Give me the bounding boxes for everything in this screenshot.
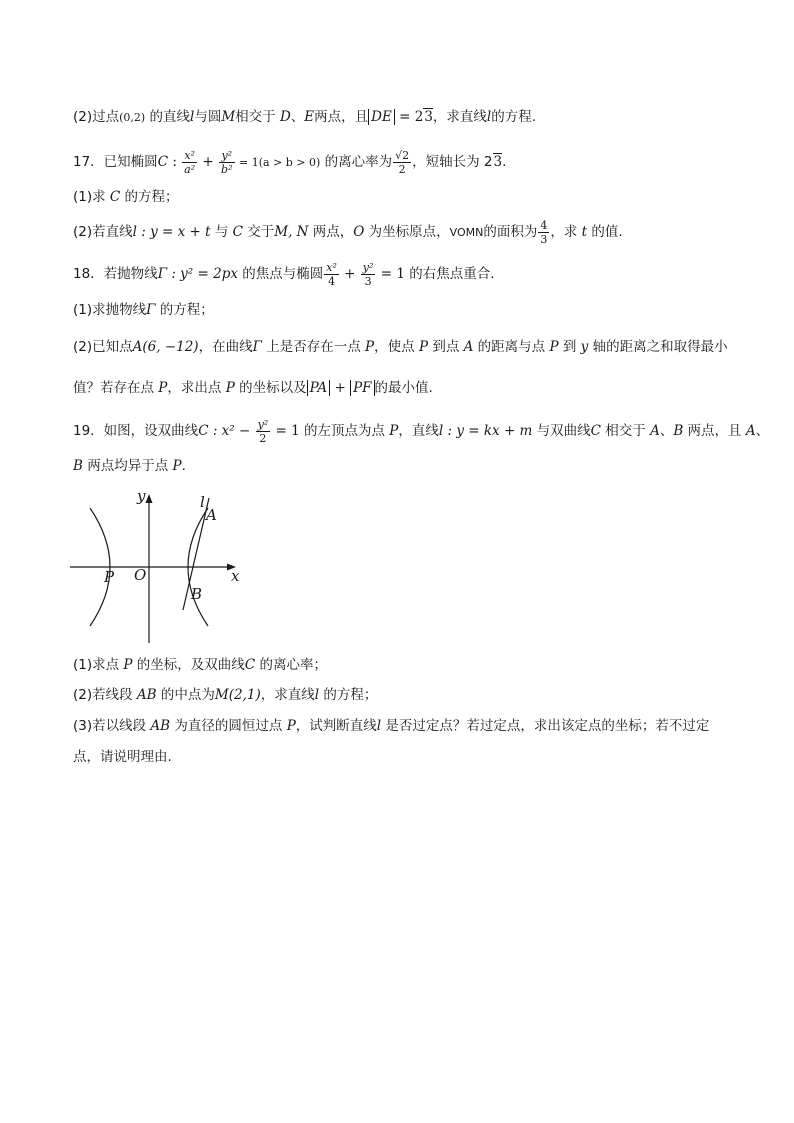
fraction-x2-a2	[182, 149, 197, 176]
fraction-y2-b2	[219, 149, 234, 176]
text: 的方程；	[120, 189, 179, 205]
text: (2)过点	[73, 109, 120, 125]
text: ，在曲线	[198, 339, 253, 355]
label-x: x	[231, 567, 240, 585]
math: +	[198, 154, 219, 170]
label-o: O	[134, 566, 147, 584]
fraction-y2-2	[256, 418, 271, 445]
math-var: B	[673, 423, 684, 439]
problem-19-part-3-cont	[73, 747, 172, 767]
math-var: C	[244, 657, 256, 673]
math-var: Γ	[252, 339, 262, 355]
text: (2)已知点	[73, 339, 133, 355]
problem-19-part-2	[73, 685, 377, 705]
frac-num: y²	[257, 417, 269, 431]
math-var: A	[745, 423, 756, 439]
math-var: A	[650, 423, 660, 439]
math-sqrt: 3	[493, 154, 503, 170]
text: 的值.	[587, 224, 623, 240]
math-var: E	[304, 109, 315, 125]
text: 18．若抛物线	[73, 266, 158, 282]
text: 为直径的圆恒过点	[170, 718, 287, 734]
frac-den: b²	[221, 162, 233, 176]
text: 是否过定点？若过定点，求出该定点的坐标；若不过定	[381, 718, 710, 734]
problem-19-part-1	[73, 655, 327, 675]
fraction-area	[538, 219, 549, 246]
hyperbola-figure	[68, 488, 254, 646]
problem-16-part-2	[73, 107, 536, 128]
math-equation: Γ : y² = 2px	[157, 266, 238, 282]
math-var: y	[580, 339, 589, 355]
text: .	[181, 458, 186, 474]
math: +	[339, 266, 360, 282]
problem-19-part-3	[73, 716, 709, 736]
text: 的离心率；	[255, 657, 327, 673]
math-var: P	[549, 339, 559, 355]
frac-num: x²	[326, 260, 337, 274]
frac-num: √2	[395, 148, 410, 162]
text: 到	[558, 339, 581, 355]
fraction-x2-4	[324, 261, 339, 288]
frac-den: a²	[184, 162, 196, 176]
math: = 2	[394, 109, 424, 125]
text: 的方程.	[491, 109, 537, 125]
text: 的坐标以及	[234, 380, 307, 396]
text: ，直线	[398, 423, 439, 439]
text: 点，请说明理由.	[73, 749, 172, 765]
math-var: l	[314, 687, 320, 703]
text: (2)若直线	[73, 224, 133, 240]
y-axis-arrow	[146, 494, 153, 503]
text: 与圆	[194, 109, 222, 125]
frac-den: 3	[540, 232, 548, 246]
text: 为坐标原点，	[364, 224, 450, 240]
text: 、	[290, 109, 305, 125]
text: 、	[659, 423, 674, 439]
text: ，使点	[374, 339, 419, 355]
text: 的直线	[145, 109, 190, 125]
problem-18-statement	[73, 258, 495, 290]
label-l: l	[200, 493, 205, 511]
problem-17-statement	[73, 146, 506, 179]
frac-den: 2	[259, 431, 267, 445]
text: 的右焦点重合.	[404, 266, 495, 282]
math: = 1	[376, 266, 405, 282]
frac-num: x²	[182, 149, 197, 163]
text: 相交于	[601, 423, 651, 439]
frac-num: y²	[219, 149, 234, 163]
text: ，求直线	[260, 687, 315, 703]
math-var: C	[109, 189, 121, 205]
math-var: D	[279, 109, 291, 125]
math-var: AB	[136, 687, 157, 703]
text: 与双曲线	[532, 423, 591, 439]
text: 到点	[428, 339, 464, 355]
text: ，求直线	[432, 109, 487, 125]
text: 的坐标，及双曲线	[132, 657, 245, 673]
frac-num: 4	[540, 218, 548, 232]
math: = 1	[271, 423, 300, 439]
problem-17-part-2	[73, 216, 623, 249]
text: 的中点为	[156, 687, 215, 703]
text: ，求出点	[167, 380, 226, 396]
label-p: P	[104, 568, 115, 586]
math-equation: l : y = x + t	[132, 224, 211, 240]
text: (3)若以线段	[73, 718, 151, 734]
label-y: y	[137, 488, 146, 505]
math-var: P	[123, 657, 133, 673]
math-var: l	[190, 109, 195, 125]
math: +	[330, 380, 351, 396]
math-point: (0,2)	[119, 111, 146, 124]
math: : x² −	[208, 423, 255, 439]
text: 的方程；	[319, 687, 378, 703]
text: ，短轴长为 2	[412, 154, 493, 170]
frac-den: 3	[364, 274, 372, 288]
text: 与	[210, 224, 233, 240]
text: 19．如图，设双曲线	[73, 423, 199, 439]
label-b: B	[191, 585, 203, 603]
fraction-y2-3	[361, 261, 376, 288]
math-var: O	[353, 224, 365, 240]
math-triangle: VOMN	[449, 226, 484, 239]
text: 值？若存在点	[73, 380, 159, 396]
problem-19-statement	[73, 415, 769, 447]
math-var: B	[73, 458, 83, 474]
math-var: C	[198, 423, 209, 439]
text: 上是否存在一点	[261, 339, 366, 355]
problem-18-part-1	[73, 300, 214, 320]
math-point: A(6, −12)	[132, 339, 199, 355]
math-var: P	[158, 380, 168, 396]
text: 两点均异于点	[82, 458, 173, 474]
text: 的离心率为	[320, 154, 393, 170]
math-var: l	[486, 109, 492, 125]
text: (1)求	[73, 189, 110, 205]
frac-den: 4	[328, 274, 336, 288]
math-var: A	[463, 339, 474, 355]
text: 、	[755, 423, 770, 439]
math-var: M	[221, 109, 236, 125]
math-equation: l : y = kx + m	[438, 423, 533, 439]
text: 的距离与点	[473, 339, 550, 355]
problem-19-statement-cont	[73, 456, 186, 476]
math-abs: PA	[307, 380, 331, 396]
math: :	[168, 154, 182, 170]
math-var: M, N	[274, 224, 309, 240]
math-var: Γ	[146, 302, 156, 318]
text: 两点，且	[683, 423, 746, 439]
frac-num: y²	[362, 260, 374, 274]
math-sqrt: 3	[424, 109, 433, 125]
text: 轴的距离之和取得最小	[588, 339, 728, 355]
text: ，试判断直线	[295, 718, 377, 734]
math-var: P	[418, 339, 429, 355]
math-var: P	[365, 339, 375, 355]
text: 的面积为	[483, 224, 538, 240]
text: 17．已知椭圆	[73, 154, 158, 170]
frac-den: 2	[398, 162, 406, 176]
text: 的焦点与椭圆	[237, 266, 324, 282]
math-var: C	[157, 154, 169, 170]
math-var: C	[232, 224, 243, 240]
text: ，求	[550, 224, 582, 240]
text: 相交于	[235, 109, 280, 125]
math-var: t	[581, 224, 588, 240]
text: 的方程；	[155, 302, 214, 318]
text: (1)求抛物线	[73, 302, 147, 318]
math-abs: PF	[350, 380, 374, 396]
text: 交于	[242, 224, 275, 240]
text: (2)若线段	[73, 687, 137, 703]
math-var: P	[172, 458, 182, 474]
math-var: P	[389, 423, 399, 439]
math-var: AB	[150, 718, 171, 734]
problem-17-part-1	[73, 187, 179, 207]
problem-18-part-2	[73, 337, 728, 357]
label-a: A	[206, 506, 217, 524]
text: (1)求点	[73, 657, 124, 673]
text: .	[502, 154, 507, 170]
text: 两点，且	[314, 109, 369, 125]
math-var: C	[590, 423, 601, 439]
text: 的最小值.	[374, 380, 433, 396]
problem-18-part-2-cont	[73, 378, 433, 398]
text: 两点，	[308, 224, 354, 240]
text: 的左顶点为点	[299, 423, 390, 439]
math-var: l	[376, 718, 382, 734]
math-point: M(2,1)	[214, 687, 261, 703]
math-abs: DE	[368, 109, 395, 125]
math-var: P	[225, 380, 235, 396]
math-var: P	[286, 718, 296, 734]
fraction-eccentricity	[393, 149, 411, 176]
math: = 1(a > b > 0)	[235, 156, 321, 169]
